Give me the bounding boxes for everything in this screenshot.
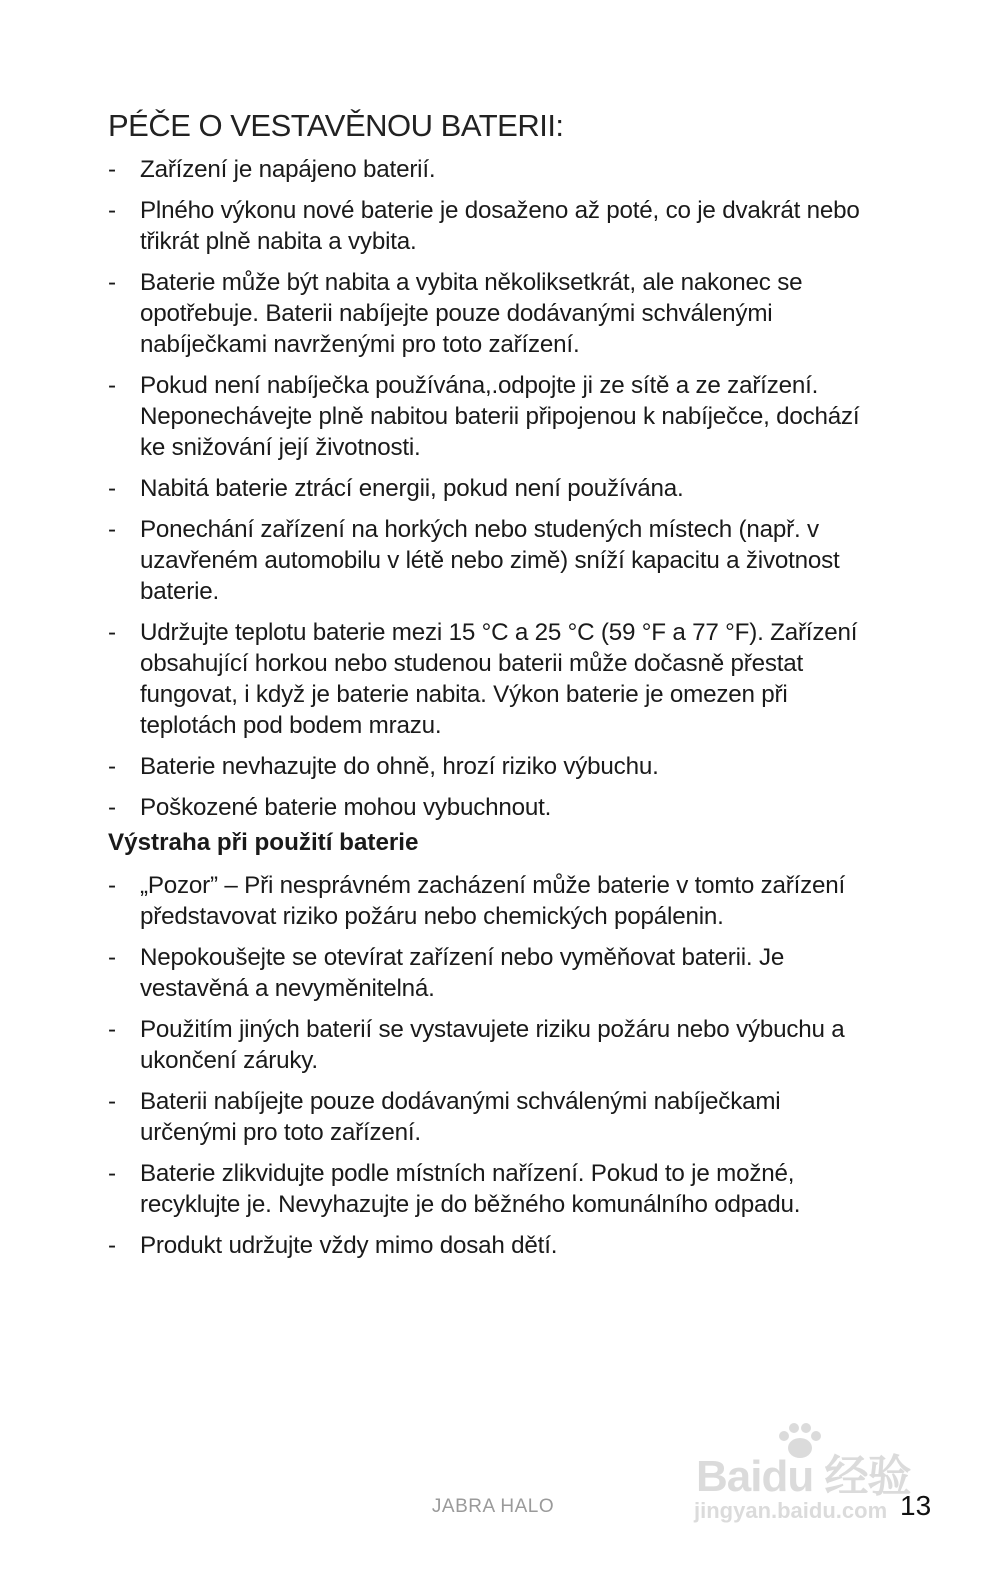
page-title: PÉČE O VESTAVĚNOU BATERII: bbox=[108, 108, 564, 143]
list-item-text: Baterie může být nabita a vybita několiksetkrát, ale nakonec se opotřebuje. Baterii nabíjejte pouze dodávanými schválenými nabíječkami navrženými pro toto zařízení. bbox=[140, 269, 803, 358]
list-item bbox=[108, 1014, 883, 1076]
list-item-text: Nepokoušejte se otevírat zařízení nebo vyměňovat baterii. Je vestavěná a nevyměnitelná. bbox=[140, 944, 785, 1002]
bullet-dash: - bbox=[108, 475, 116, 502]
bullet-dash: - bbox=[108, 872, 116, 899]
list-item bbox=[108, 1086, 883, 1148]
bullet-dash: - bbox=[108, 1160, 116, 1187]
list-item bbox=[108, 473, 883, 504]
list-item-text: Produkt udržujte vždy mimo dosah dětí. bbox=[140, 1232, 558, 1259]
list-item-text: Baterii nabíjejte pouze dodávanými schválenými nabíječkami určenými pro toto zařízení. bbox=[140, 1088, 781, 1146]
footer-brand: JABRA HALO bbox=[431, 1496, 555, 1517]
page-number: 13 bbox=[900, 1490, 932, 1521]
list-item-text: Plného výkonu nové baterie je dosaženo až poté, co je dvakrát nebo třikrát plně nabita a vybita. bbox=[140, 197, 860, 255]
list-item bbox=[108, 792, 883, 823]
bullet-dash: - bbox=[108, 1232, 116, 1259]
bullet-dash: - bbox=[108, 794, 116, 821]
list-item bbox=[108, 870, 883, 932]
list-item-text: Pokud není nabíječka používána,.odpojte ji ze sítě a ze zařízení. Neponechávejte plně nabitou baterii připojenou k nabíječce, dochází ke snižování její životnosti. bbox=[140, 372, 860, 461]
list-item-text: Zařízení je napájeno baterií. bbox=[140, 156, 436, 183]
list-item-text: Použitím jiných baterií se vystavujete riziku požáru nebo výbuchu a ukončení záruky. bbox=[140, 1016, 845, 1074]
list-item bbox=[108, 267, 883, 360]
list-item-text: „Pozor” – Při nesprávném zacházení může baterie v tomto zařízení představovat riziko požáru nebo chemických popálenin. bbox=[140, 872, 846, 930]
list-item bbox=[108, 1230, 883, 1261]
bullet-dash: - bbox=[108, 1016, 116, 1043]
list-item bbox=[108, 154, 883, 185]
bullet-dash: - bbox=[108, 516, 116, 543]
bullet-dash: - bbox=[108, 1088, 116, 1115]
bullet-dash: - bbox=[108, 944, 116, 971]
baidu-watermark bbox=[690, 1420, 920, 1530]
list-item-text: Baterie zlikvidujte podle místních nařízení. Pokud to je možné, recyklujte je. Nevyhazujte je do běžného komunálního odpadu. bbox=[140, 1160, 801, 1218]
bullet-dash: - bbox=[108, 372, 116, 399]
list-item bbox=[108, 514, 883, 607]
bullet-dash: - bbox=[108, 753, 116, 780]
list-item-text: Udržujte teplotu baterie mezi 15 °C a 25 °C (59 °F a 77 °F). Zařízení obsahující horkou nebo studenou baterii může dočasně přestat fungovat, i když je baterie nabita. Výkon baterie je omezen při teplotách pod bodem mrazu. bbox=[140, 619, 858, 739]
battery-care-list bbox=[108, 154, 883, 833]
bullet-dash: - bbox=[108, 156, 116, 183]
list-item-text: Poškozené baterie mohou vybuchnout. bbox=[140, 794, 552, 821]
list-item bbox=[108, 751, 883, 782]
list-item bbox=[108, 195, 883, 257]
warning-heading: Výstraha při použití baterie bbox=[108, 829, 419, 856]
bullet-dash: - bbox=[108, 197, 116, 224]
bullet-dash: - bbox=[108, 269, 116, 296]
list-item bbox=[108, 942, 883, 1004]
list-item-text: Baterie nevhazujte do ohně, hrozí riziko výbuchu. bbox=[140, 753, 659, 780]
battery-warning-list bbox=[108, 870, 883, 1271]
list-item-text: Ponechání zařízení na horkých nebo studených místech (např. v uzavřeném automobilu v létě nebo zimě) sníží kapacitu a životnost baterie. bbox=[140, 516, 840, 605]
list-item-text: Nabitá baterie ztrácí energii, pokud není používána. bbox=[140, 475, 684, 502]
list-item bbox=[108, 370, 883, 463]
watermark-url: jingyan.baidu.com bbox=[694, 1498, 888, 1523]
list-item bbox=[108, 617, 883, 741]
list-item bbox=[108, 1158, 883, 1220]
watermark-logo-text: Baidu 经验 bbox=[696, 1452, 911, 1501]
bullet-dash: - bbox=[108, 619, 116, 646]
